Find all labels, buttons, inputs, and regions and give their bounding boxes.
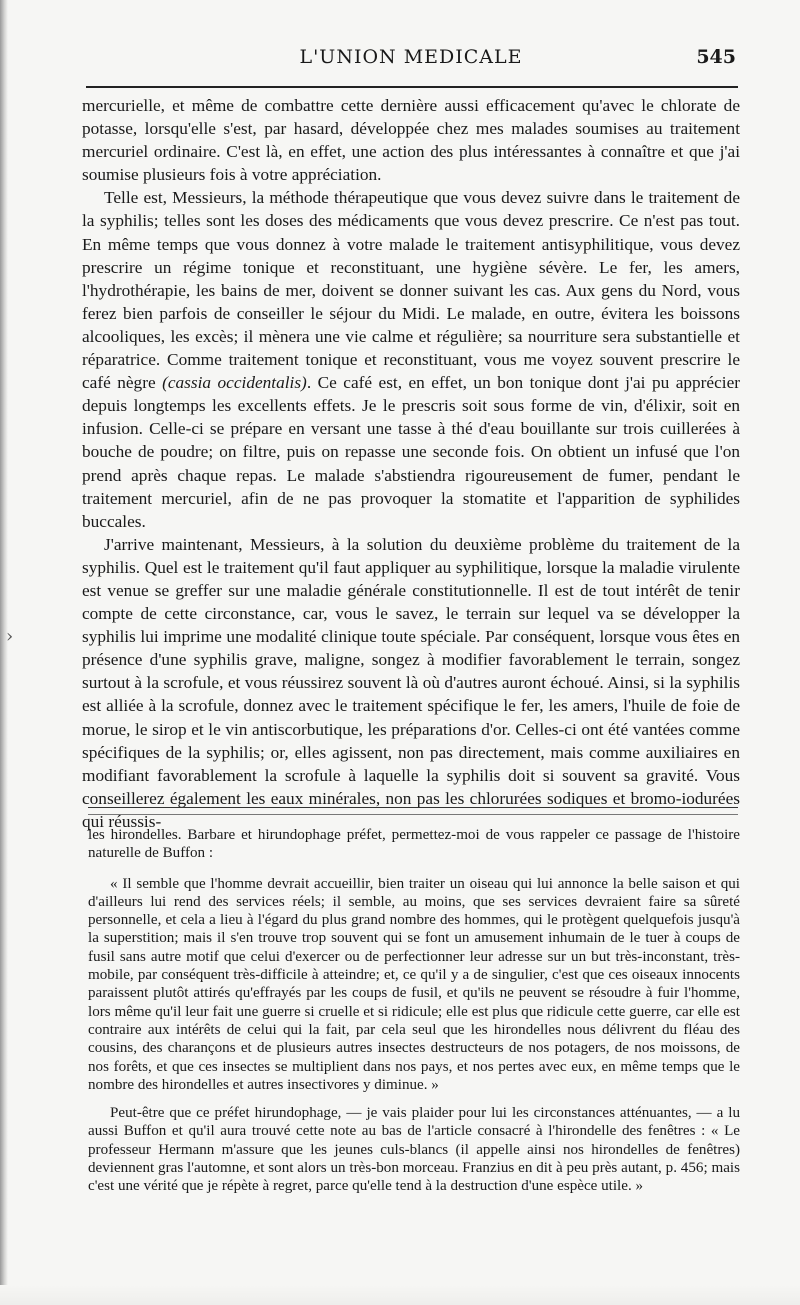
running-header xyxy=(86,46,736,74)
latin-name: (cassia occidentalis) xyxy=(162,373,307,393)
paragraph-1: mercurielle, et même de combattre cette dernière aussi efficacement qu'avec le chlorate de potasse, lorsqu'elle s'est, par hasard, développée chez mes malades soumises au traitement mercuriel ordinaire. C'est là, en effet, une action des plus intéressantes à connaître et que j'ai soumise plusieurs fois à votre appréciation. xyxy=(82,96,740,185)
note-quotation: « Il semble que l'homme devrait accueillir, bien traiter un oiseau qui lui annonce la belle saison et qui d'ailleurs lui rend des services réels; il semble, au moins, que ses services devraient faire sa sûreté personnelle, et cela a lieu à l'égard du plus grand nombre des hommes, qui le protègent quelquefois jusqu'à la superstition; mais il s'en trouve trop souvent qui se font un amusement inhumain de le tuer à coups de fusil sans autre motif que celui d'exercer ou de perfectionner leur adresse sur un but très-inconstant, très-mobile, par conséquent très-difficile à atteindre; et, ce qu'il y a de singulier, c'est que ces oiseaux innocents paraissent plutôt attirés qu'effrayés par les coups de fusil, et qu'ils ne peuvent se résoudre à fuir l'homme, lors même qu'il leur fait une guerre si cruelle et si ridicule; elle est plus que ridicule cette guerre, car elle est contraire aux intérêts de celui qui la fait, par cela seul que les hirondelles nous délivrent du fléau des cousins, des charançons et de plusieurs autres insectes destructeurs de nos potagers, de nos moissons, de nos forêts, et que ces insectes se multiplient dans nos pays, et nos pertes avec eux, en même temps que le nombre des hirondelles et autres insectivores y diminue. » xyxy=(88,875,740,1093)
main-text xyxy=(82,94,740,833)
page-gutter-shadow xyxy=(0,0,8,1305)
footnote-rule-secondary xyxy=(88,814,738,815)
note-paragraph-1: les hirondelles. Barbare et hirundophage préfet, permettez-moi de vous rappeler ce passage de l'histoire naturelle de Buffon : xyxy=(88,827,740,862)
paragraph-2-part-2: . Ce café est, en effet, un bon tonique dont j'ai pu apprécier depuis longtemps les excellents effets. Je le prescris soit sous forme de vin, d'élixir, soit en infusion. Celle-ci se prépare en versant une tasse à thé d'eau bouillante sur trois cuillerées à bouche de poudre; on filtre, puis on repasse une seconde fois. On obtient un infusé que l'on prend après chaque repas. Le malade s'abstiendra rigoureusement de fumer, pendant le traitement mercuriel, afin de ne pas provoquer la stomatite et l'apparition de syphilides buccales. xyxy=(82,373,740,531)
feuilleton-text xyxy=(88,826,740,1196)
page-bottom-shade xyxy=(0,1285,800,1305)
header-rule xyxy=(86,86,738,88)
page-number: 545 xyxy=(696,46,736,68)
footnote-rule xyxy=(88,807,738,808)
paragraph-2 xyxy=(82,186,740,532)
note-paragraph-3: Peut-être que ce préfet hirundophage, — je vais plaider pour lui les circonstances atténuantes, — a lu aussi Buffon et qu'il aura trouvé cette note au bas de l'article consacré à l'hirondelle des fenêtres : « Le professeur Hermann m'assure que les jeunes culs-blancs (il appelle ainsi nos hirondelles de fenêtres) deviennent gras l'automne, et sont alors un très-bon morceau. Franzius en dit à peu près autant, p. 456; mais c'est une vérité que je répète à regret, parce qu'elle tend à la destruction d'une espèce utile. » xyxy=(88,1105,740,1195)
running-title: L'UNION MEDICALE xyxy=(299,46,523,68)
margin-mark: › xyxy=(6,626,14,647)
paragraph-3: J'arrive maintenant, Messieurs, à la solution du deuxième problème du traitement de la syphilis. Quel est le traitement qu'il faut appliquer au syphilitique, lorsque la maladie virulente est venue se greffer sur une maladie générale constitutionnelle. Il est de tout intérêt de tenir compte de cette circonstance, car, vous le savez, le terrain sur lequel va se développer la syphilis lui imprime une modalité clinique toute spéciale. Par conséquent, lorsque vous êtes en présence d'une syphilis grave, maligne, songez à modifier favorablement le terrain, songez surtout à la scrofule, et vous réussirez souvent là où d'autres auront échoué. Ainsi, si la syphilis est alliée à la scrofule, donnez avec le traitement spécifique le fer, les amers, l'huile de foie de morue, le sirop et le vin antiscorbutique, les préparations d'or. Celles-ci ont été vantées comme spécifiques de la syphilis; or, elles agissent, non pas directement, mais comme auxiliaires en modifiant favorablement la scrofule à laquelle la syphilis doit si souvent sa gravité. Vous conseillerez également les eaux minérales, non pas les chlorurées sodiques et bromo-iodurées qui réussis- xyxy=(82,534,740,831)
paragraph-2-part-1: Telle est, Messieurs, la méthode thérapeutique que vous devez suivre dans le traitement de la syphilis; telles sont les doses des médicaments que vous devez prescrire. Ce n'est pas tout. En même temps que vous donnez à votre malade le traitement antisyphilitique, vous devez prescrire un régime tonique et reconstituant, une hygiène sévère. Le fer, les amers, l'hydrothérapie, les bains de mer, doivent se donner suivant les cas. Aux gens du Nord, vous ferez bien parfois de conseiller le séjour du Midi. Le malade, en outre, évitera les boissons alcooliques, les excès; il mènera une vie calme et régulière; sa nourriture sera substantielle et réparatrice. Comme traitement tonique et reconstituant, vous me voyez souvent prescrire le café nègre xyxy=(82,188,740,393)
